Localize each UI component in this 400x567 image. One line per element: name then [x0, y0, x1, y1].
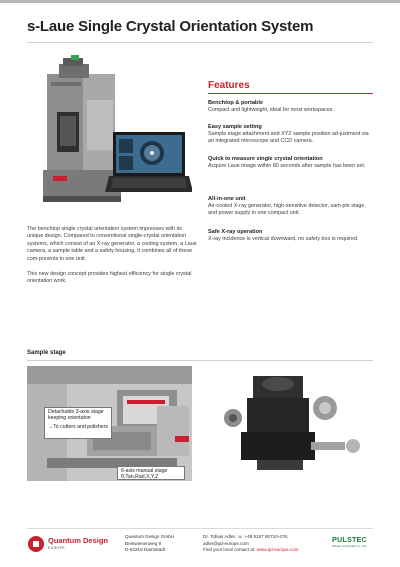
feature-text: X-ray incidence is vertical downward, no safety box is required. — [208, 236, 359, 242]
goniometer-photo — [213, 366, 373, 481]
contact-person: Dr. Tobias Adler, ☏ +49 6157 80710-478, — [203, 534, 289, 539]
callout-line: 6-axis manual stage — [121, 468, 168, 474]
address-line: D-64319 Darmstadt — [125, 547, 166, 553]
callout-line: keeping orientaton — [48, 415, 91, 422]
feature-text: Air-cooled X-ray generator, high-sensitive detector, sam-ple stage, and power supply in one compact unit. — [208, 203, 366, 216]
intro-paragraph: The benchtop single crystal orientation system impresses with its unique design. Compared to conventional single-crystal orientation systems, which consist of an X-ray generator, a cooling system, a Laue camera, a sample table and a safety housing, it combines all of these com-ponents in one unit. — [27, 226, 197, 262]
feature-quick-measure — [208, 156, 373, 170]
feature-title: Benchtop & portable — [208, 100, 264, 106]
address-line: Breitwiesenweg 9 — [125, 540, 162, 546]
contact-local-prefix: Find your local contact at: — [203, 547, 257, 553]
quantum-design-logo-sub: EUROPE — [48, 546, 65, 550]
footer-divider — [27, 528, 373, 529]
intro-paragraph: This new design concept provides highest efficiency for single crystal orientation work. — [27, 271, 192, 285]
page-title: s-Laue Single Crystal Orientation System — [27, 18, 314, 35]
feature-text: Compact and lightweight, ideal for most workspaces. — [208, 107, 334, 113]
feature-text: Sample stage attachment and XYZ sample position ad-justment via an integrated microscope and CCD camera. — [208, 131, 369, 144]
feature-text: Acquire Laue image within 80 seconds after sample has been set. — [208, 163, 366, 169]
feature-title: Quick to measure single crystal orientation — [208, 156, 323, 162]
feature-title: Easy sample setting — [208, 124, 262, 130]
address-line: Quantum Design GmbH — [125, 534, 175, 539]
features-divider — [208, 93, 373, 94]
feature-all-in-one — [208, 196, 373, 217]
callout-line: Detachable 3-axis stage — [48, 409, 104, 415]
top-rule — [0, 0, 400, 3]
features-heading: Features — [208, 80, 250, 91]
pulstec-logo — [332, 535, 367, 548]
feature-safe-xray — [208, 229, 373, 243]
feature-title: All-in-one unit — [208, 196, 246, 202]
title-divider — [27, 42, 373, 43]
callout-line: →To cutters and polishers — [48, 423, 108, 430]
manual-stage-callout — [117, 466, 185, 480]
feature-sample-setting — [208, 124, 373, 145]
sample-stage-label: Sample stage — [27, 350, 66, 356]
product-photo — [27, 52, 192, 217]
company-address — [125, 534, 174, 554]
quantum-design-logo-text: Quantum Design — [48, 536, 109, 545]
feature-benchtop — [208, 100, 373, 114]
sample-stage-divider — [27, 360, 373, 361]
callout-line: θ,Tan,Rad,X,Y,Z — [121, 474, 159, 481]
contact-info — [203, 534, 299, 554]
contact-website-link[interactable]: www.qd-europa.com — [256, 547, 299, 553]
contact-email[interactable]: adler@qd-europe.com — [203, 540, 249, 546]
intro-text — [27, 226, 197, 286]
pulstec-sub: Pulstec Industrial Co., Ltd. — [332, 544, 368, 548]
contact-local — [203, 547, 299, 554]
pulstec-name: PULSTEC — [332, 535, 367, 544]
feature-title: Safe X-ray operation — [208, 229, 263, 235]
detachable-stage-callout — [44, 407, 112, 439]
